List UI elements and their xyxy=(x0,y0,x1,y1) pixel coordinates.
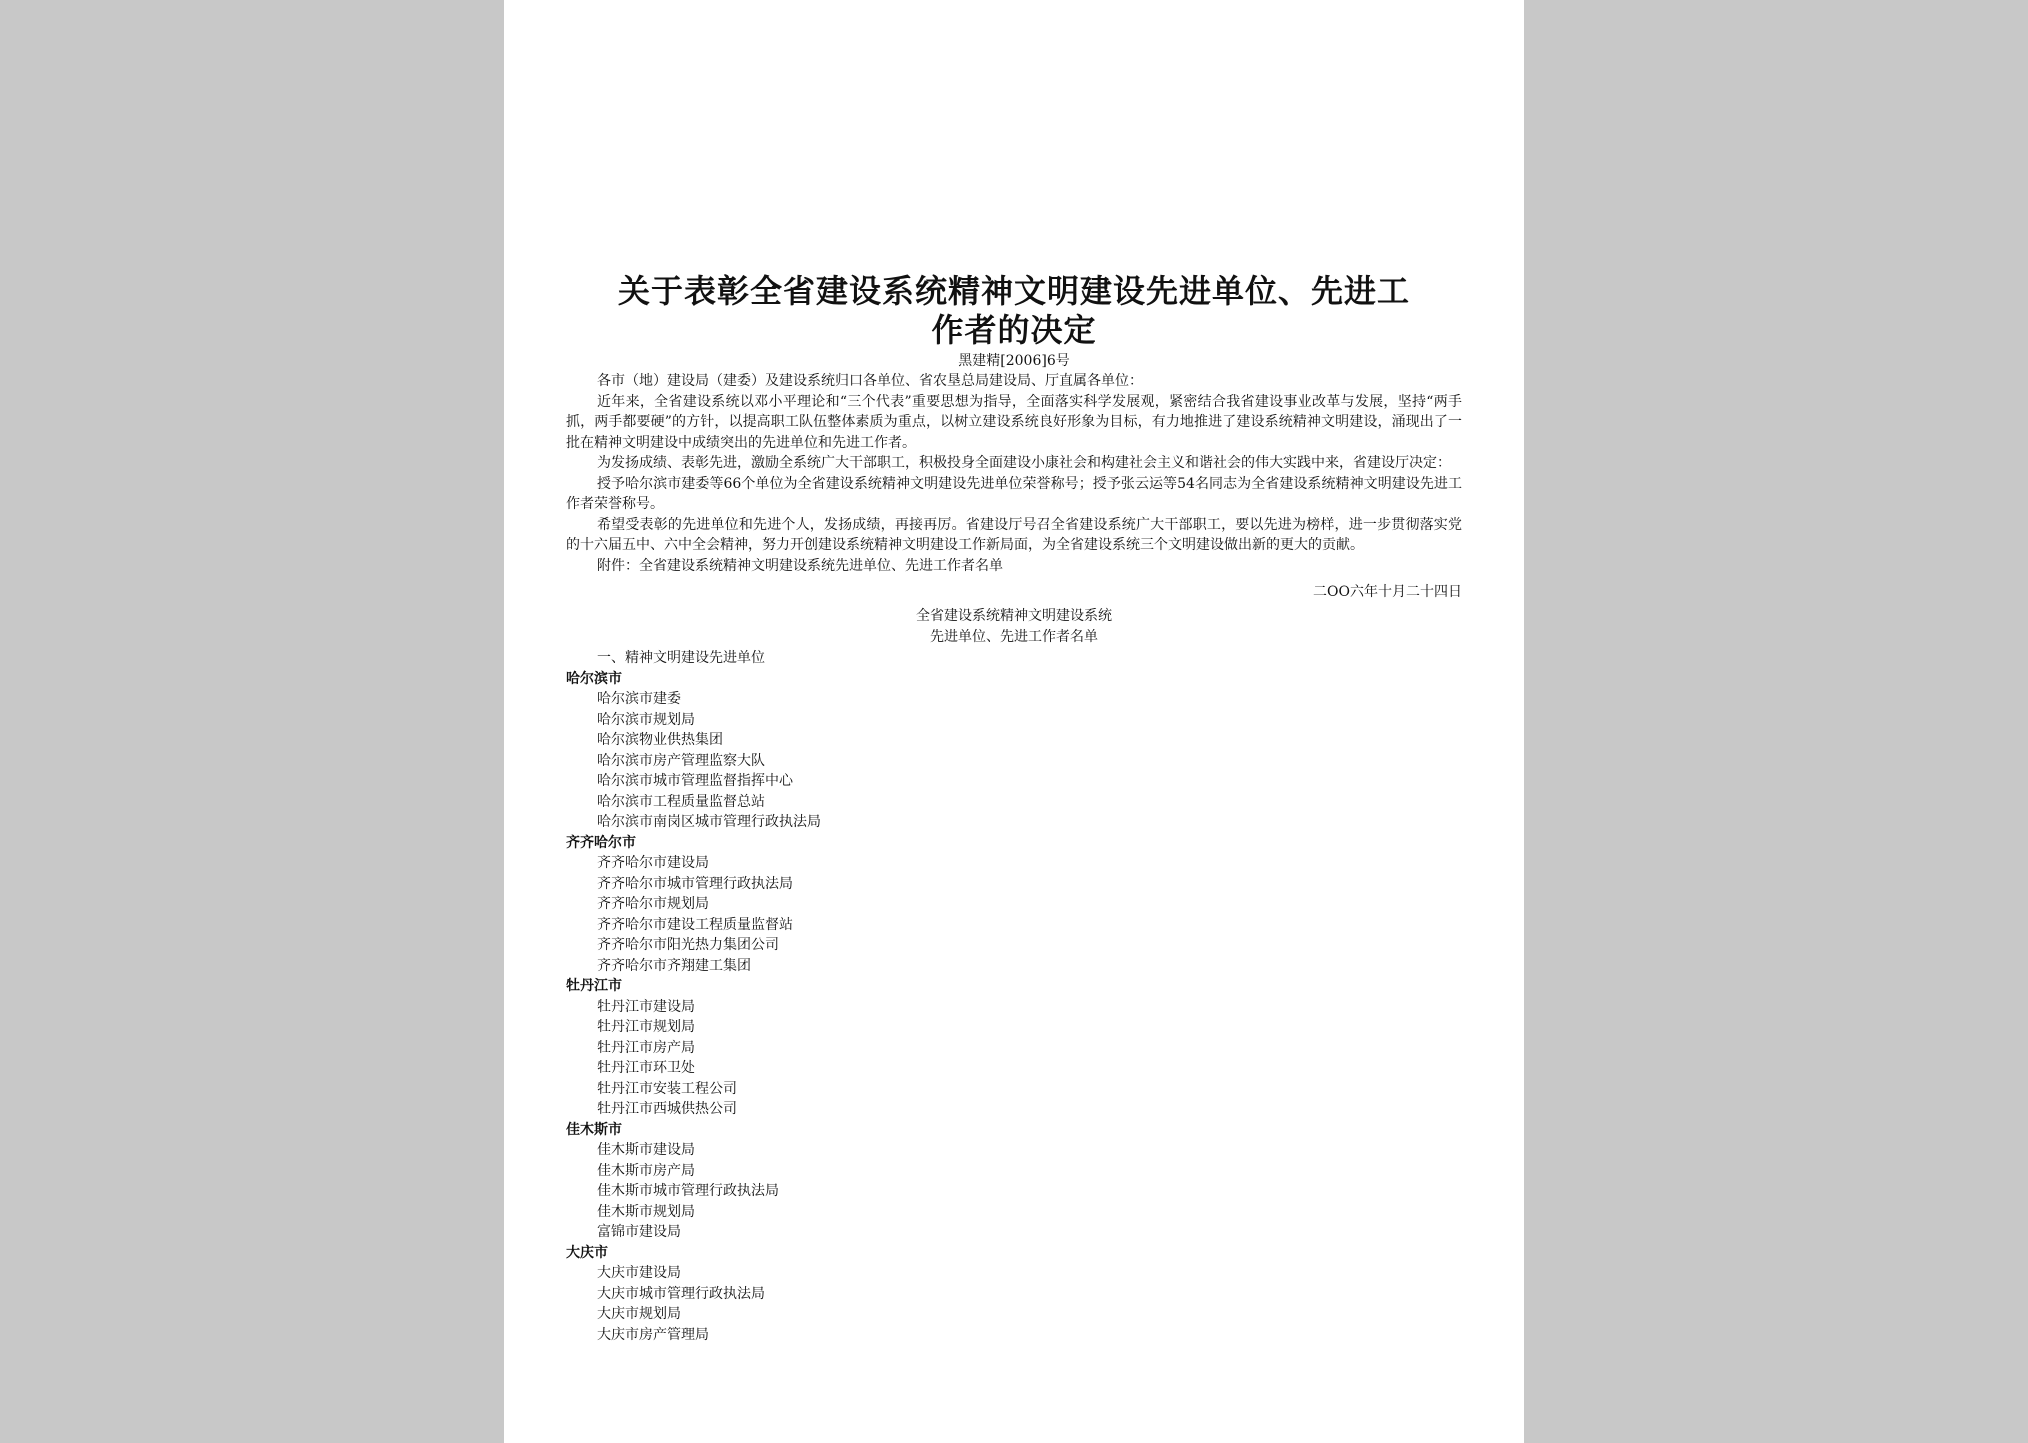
salutation: 各市（地）建设局（建委）及建设系统归口各单位、省农垦总局建设局、厅直属各单位： xyxy=(597,373,1143,389)
list-item: 佳木斯市规划局 xyxy=(597,1203,695,1220)
city-group xyxy=(566,833,1462,977)
city-heading: 大庆市 xyxy=(566,1244,608,1261)
city-group xyxy=(566,1120,1462,1243)
city-heading: 牡丹江市 xyxy=(566,978,622,994)
list-item: 齐齐哈尔市规划局 xyxy=(597,896,709,912)
attachment-note: 附件：全省建设系统精神文明建设系统先进单位、先进工作者名单 xyxy=(597,557,1003,574)
list-item: 大庆市城市管理行政执法局 xyxy=(597,1285,765,1302)
list-item: 富锦市建设局 xyxy=(597,1224,681,1240)
attachment-title-line-2: 先进单位、先进工作者名单 xyxy=(930,628,1098,645)
city-heading: 佳木斯市 xyxy=(566,1121,622,1138)
list-item: 哈尔滨市城市管理监督指挥中心 xyxy=(597,773,793,789)
list-item: 齐齐哈尔市建设工程质量监督站 xyxy=(597,916,793,933)
list-item: 齐齐哈尔市阳光热力集团公司 xyxy=(597,937,779,953)
city-group xyxy=(566,976,1462,1120)
city-heading: 齐齐哈尔市 xyxy=(566,834,636,851)
list-item: 哈尔滨市工程质量监督总站 xyxy=(597,793,765,810)
list-item: 佳木斯市城市管理行政执法局 xyxy=(597,1183,779,1199)
title-line-2: 作者的决定 xyxy=(931,311,1097,349)
list-item: 齐齐哈尔市齐翔建工集团 xyxy=(597,957,751,974)
list-item: 牡丹江市西城供热公司 xyxy=(597,1101,737,1117)
list-item: 佳木斯市建设局 xyxy=(597,1142,695,1158)
list-item: 牡丹江市安装工程公司 xyxy=(597,1080,737,1097)
list-item: 牡丹江市规划局 xyxy=(597,1019,695,1035)
body-paragraph: 近年来，全省建设系统以邓小平理论和“三个代表”重要思想为指导，全面落实科学发展观，紧密结合我省建设事业改革与发展，坚持“两手抓，两手都要硬”的方针，以提高职工队伍整体素质为重点，以树立建设系统良好形象为目标，有力地推进了建设系统精神文明建设，涌现出了一批在精神文明建设中成绩突出的先进单位和先进工作者。 xyxy=(566,393,1462,451)
document-number: 黑建精[2006]6号 xyxy=(958,353,1070,369)
city-group xyxy=(566,669,1462,833)
document-page xyxy=(504,0,1524,1443)
list-item: 牡丹江市房产局 xyxy=(597,1039,695,1056)
list-item: 牡丹江市环卫处 xyxy=(597,1060,695,1076)
list-item: 哈尔滨市南岗区城市管理行政执法局 xyxy=(597,814,821,830)
section-title: 一、精神文明建设先进单位 xyxy=(597,650,765,666)
body-paragraph: 授予哈尔滨市建委等66个单位为全省建设系统精神文明建设先进单位荣誉称号；授予张云运等54名同志为全省建设系统精神文明建设先进工作者荣誉称号。 xyxy=(566,475,1462,512)
list-item: 牡丹江市建设局 xyxy=(597,998,695,1015)
document-date: 二OO六年十月二十四日 xyxy=(1313,584,1462,600)
list-item: 大庆市房产管理局 xyxy=(597,1326,709,1343)
list-item: 哈尔滨市房产管理监察大队 xyxy=(597,752,765,769)
attachment-title-line-1: 全省建设系统精神文明建设系统 xyxy=(916,608,1112,624)
list-item: 哈尔滨市建委 xyxy=(597,691,681,707)
title-line-1: 关于表彰全省建设系统精神文明建设先进单位、先进工 xyxy=(617,272,1410,310)
list-item: 哈尔滨物业供热集团 xyxy=(597,732,723,748)
document-title xyxy=(566,272,1462,350)
attachment-title xyxy=(566,606,1462,647)
list-item: 佳木斯市房产局 xyxy=(597,1162,695,1179)
list-item: 齐齐哈尔市建设局 xyxy=(597,855,709,871)
body-paragraph: 希望受表彰的先进单位和先进个人，发扬成绩，再接再厉。省建设厅号召全省建设系统广大干部职工，要以先进为榜样，进一步贯彻落实党的十六届五中、六中全会精神，努力开创建设系统精神文明建设工作新局面，为全省建设系统三个文明建设做出新的更大的贡献。 xyxy=(566,516,1462,553)
city-group xyxy=(566,1243,1462,1346)
list-item: 大庆市规划局 xyxy=(597,1306,681,1322)
list-item: 大庆市建设局 xyxy=(597,1265,681,1281)
body-paragraph: 为发扬成绩、表彰先进，激励全系统广大干部职工，积极投身全面建设小康社会和构建社会主义和谐社会的伟大实践中来，省建设厅决定： xyxy=(597,455,1451,471)
city-heading: 哈尔滨市 xyxy=(566,670,622,687)
list-item: 齐齐哈尔市城市管理行政执法局 xyxy=(597,875,793,892)
document-content xyxy=(566,272,1462,1345)
list-item: 哈尔滨市规划局 xyxy=(597,711,695,728)
